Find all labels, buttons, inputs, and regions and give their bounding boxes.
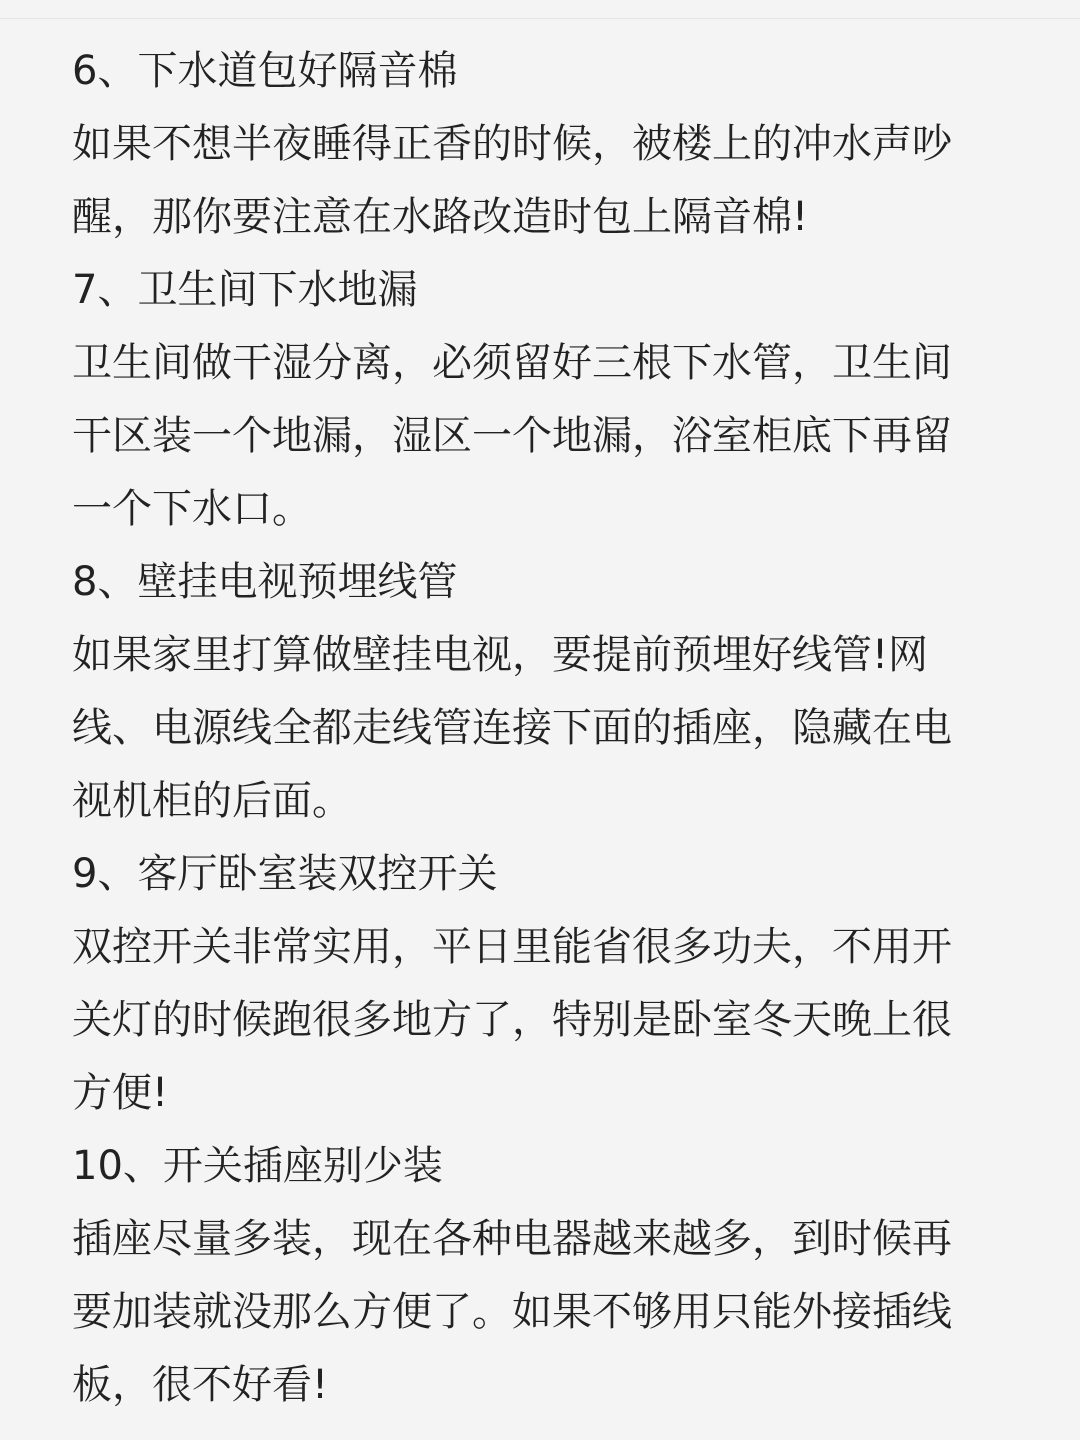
- body-line: 关灯的时候跑很多地方了，特别是卧室冬天晚上很: [72, 997, 952, 1043]
- body-line: 卫生间做干湿分离，必须留好三根下水管，卫生间: [72, 340, 952, 386]
- body-line: 线、电源线全都走线管连接下面的插座，隐藏在电: [72, 705, 952, 751]
- section-heading: 10、开关插座别少装: [72, 1143, 443, 1189]
- body-line: 要加装就没那么方便了。如果不够用只能外接插线: [72, 1289, 952, 1335]
- body-line: 醒，那你要注意在水路改造时包上隔音棉!: [72, 194, 809, 240]
- section-heading: 6、下水道包好隔音棉: [72, 48, 458, 94]
- article-body: [72, 35, 1002, 1422]
- body-line: 插座尽量多装，现在各种电器越来越多，到时候再: [72, 1216, 952, 1262]
- body-line: 视机柜的后面。: [72, 778, 352, 824]
- section-heading: 8、壁挂电视预埋线管: [72, 559, 458, 605]
- body-line: 一个下水口。: [72, 486, 312, 532]
- body-line: 双控开关非常实用，平日里能省很多功夫，不用开: [72, 924, 952, 970]
- body-line: 干区装一个地漏，湿区一个地漏，浴室柜底下再留: [72, 413, 952, 459]
- body-line: 板，很不好看!: [72, 1362, 329, 1408]
- body-line: 如果家里打算做壁挂电视，要提前预埋好线管!网: [72, 632, 929, 678]
- body-line: 方便!: [72, 1070, 169, 1116]
- section-heading: 7、卫生间下水地漏: [72, 267, 418, 313]
- section-heading: 9、客厅卧室装双控开关: [72, 851, 498, 897]
- top-divider: [0, 18, 1080, 19]
- body-line: 如果不想半夜睡得正香的时候，被楼上的冲水声吵: [72, 121, 952, 167]
